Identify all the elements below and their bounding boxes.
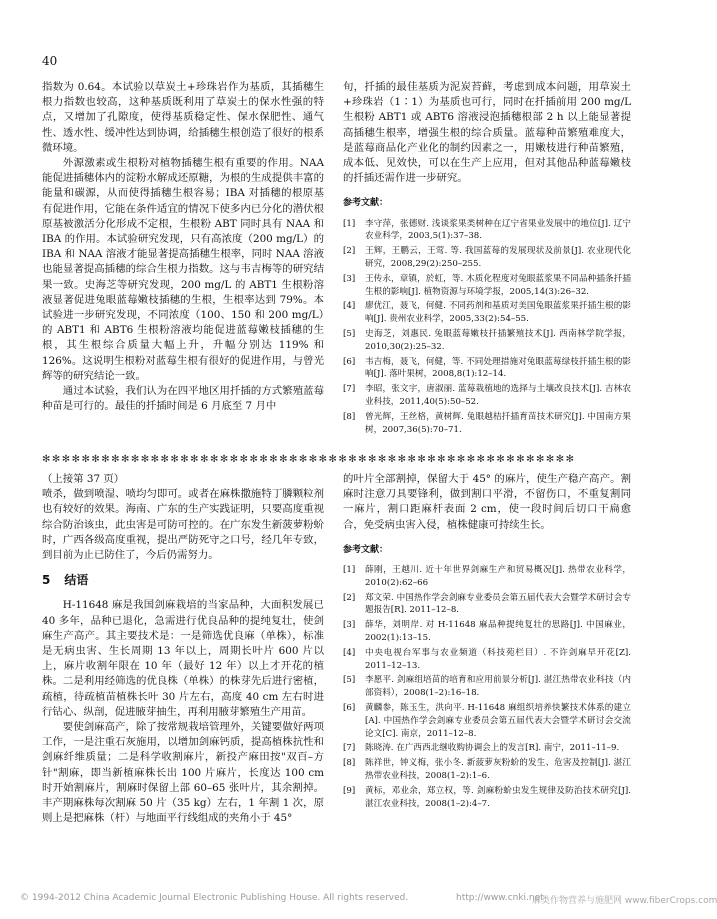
reference-text: 陈祥世，钟义梅，张小冬. 新菠萝灰粉蚧的发生、危害及控制[J]. 湛江热带农业科技，2008(1–2):1–6.: [365, 758, 631, 781]
reference-list: [343, 564, 631, 810]
reference-item: [343, 383, 631, 409]
paragraph: 喷杀，做到喷湿、喷均匀即可。或者在麻株撒施特丁膦颗粒剂也有较好的效果。海南、广东的生产实践证明，只要高度重视综合防治该虫，此虫害是可防可控的。在广东发生新菠萝粉蚧时，广西各级高度重视，提出严防死守之口号，经几年专致，到目前为止已防住了，今后仍需努力。: [42, 488, 324, 562]
reference-item: [343, 702, 631, 740]
reference-item: [343, 592, 631, 618]
continuation-note: （上接第 37 页）: [42, 473, 125, 485]
top-right-column: [343, 80, 631, 438]
section-number: 5: [42, 573, 51, 588]
reference-text: 陈晓涛. 在广西西北继收购协调会上的发言[R]. 南宁，2011–11–9.: [365, 743, 620, 754]
reference-list: [343, 218, 631, 437]
reference-item: [343, 411, 631, 437]
reference-item: [343, 300, 631, 326]
reference-item: [343, 273, 631, 299]
reference-number: [6]: [343, 356, 356, 367]
reference-number: [5]: [343, 675, 356, 686]
reference-number: [1]: [343, 218, 356, 229]
copyright-notice: © 1994-2012 China Academic Journal Electronic Publishing House. All rights reserved.: [20, 893, 409, 903]
section-heading: [42, 573, 324, 588]
references-heading: 参考文献：: [343, 544, 389, 555]
watermark: 麻类作物营养与施肥网 www.fiberCrops.com: [532, 896, 717, 906]
reference-text: 薛华，刘明岸. 对 H-11648 麻品种提纯复壮的思路[J]. 中国麻业，2002(1):13–15.: [365, 620, 631, 643]
reference-text: 郑文荣. 中国热作学会剑麻专业委员会第五届代表大会暨学术研讨会专题报告[R]. 2011–12–8.: [365, 592, 631, 616]
reference-item: [343, 757, 631, 783]
reference-item: [343, 785, 631, 811]
reference-text: 史海芝，刘惠民. 兔眼蓝莓嫩枝扦插繁殖技术[J]. 西南林学院学报，2010,30(2):25–32.: [365, 329, 631, 352]
reference-item: [343, 647, 631, 673]
reference-number: [6]: [343, 702, 356, 713]
reference-item: [343, 742, 631, 755]
reference-number: [7]: [343, 743, 356, 754]
reference-text: 李愿平. 剑麻组培苗的培育和应用前景分析[J]. 湛江热带农业科技（内部资料），2008(1–2):16–18.: [365, 675, 631, 699]
reference-item: [343, 245, 631, 271]
reference-text: 中央电视台军事与农业频道（科技苑栏目）. 不许剑麻早开花[Z]. 2011–12–13.: [365, 647, 631, 671]
reference-number: [3]: [343, 273, 356, 284]
reference-item: [343, 674, 631, 700]
paragraph: 的叶片全部割掉，保留大于 45° 的麻片，使生产稳产高产。割麻时注意刀具要锋利，做到割口平滑，不留伤口，不重复割同一麻片，割口距麻杆表面 2 cm，使一段时间后切口干扁愈合，免受病虫害入侵，植株健康可持续生长。: [343, 473, 631, 531]
reference-text: 薛刚，王越川. 近十年世界剑麻生产和贸易概况[J]. 热带农业科学，2010(2):62–66: [365, 565, 631, 588]
bottom-left-column: [42, 472, 324, 826]
reference-number: [5]: [343, 329, 356, 339]
reference-number: [1]: [343, 565, 356, 576]
reference-number: [4]: [343, 647, 356, 658]
reference-text: 王传永，章镇，於虹，等. 木质化程度对兔眼蓝浆果不同品种插条扦插生根的影响[J]. 植物资源与环境学报，2005,14(3):26–32.: [365, 273, 631, 297]
reference-number: [2]: [343, 246, 356, 257]
references-heading: 参考文献：: [343, 198, 389, 209]
page-number: 40: [42, 54, 58, 68]
paragraph: 旬，扦插的最佳基质为泥炭苔藓，考虑到成本问题，用草炭土+珍珠岩（1∶1）为基质也可行，同时在扦插前用 200 mg/L 生根粉 ABT1 或 ABT6 溶液浸泡插穗根部 2 h 以上能显著提高插穗生根率，增强生根的综合质量。蓝莓种苗繁殖难度大，是蓝莓商品化产业化的制约因素之一，用嫩枝进行种苗繁殖，成本低、见效快，可以在生产上应用，但对其他品种蓝莓嫩枝的扦插还需作进一步研究。: [343, 81, 631, 185]
reference-number: [8]: [343, 758, 356, 769]
publisher-url[interactable]: http://www.cnki.net: [456, 893, 544, 903]
bottom-right-column: [343, 472, 631, 812]
paragraph: 指数为 0.64。本试验以草炭土+珍珠岩作为基质，其插穗生根力指数也较高，这种基质既利用了草炭土的保水性强的特点，又增加了孔隙度，使得基质稳定性、保水保肥性、通气性、透水性、缓冲性达到协调，给插穗生根创造了很好的根系微环境。: [42, 81, 324, 154]
reference-number: [8]: [343, 411, 356, 422]
reference-text: 韦吉梅，聂飞，何健，等. 不同处理措施对兔眼蓝莓绿枝扦插生根的影响[J]. 落叶果树，2008,8(1):12–14.: [365, 356, 631, 380]
reference-text: 黄麟参，陈玉生，洪向平. H-11648 麻组织培养快繁技术体系的建立[A]. 中国热作学会剑麻专业委员会第五届代表大会暨学术研讨会交流论文[C]. 南京，2011–12–8.: [365, 702, 631, 739]
top-left-column: [42, 80, 324, 414]
reference-number: [2]: [343, 592, 356, 603]
section-title: 结语: [64, 573, 89, 588]
reference-text: 王辉，王鹏云，王莺. 等. 我国蓝莓的发展现状及前景[J]. 农业现代化研究，2008,29(2):250–255.: [365, 246, 631, 270]
reference-text: 曾光辉，王丝格，黄树辉. 兔眼越桔扦插育苗技术研究[J]. 中国南方果树，2007,36(5):70–71.: [365, 411, 631, 435]
reference-item: [343, 619, 631, 645]
reference-number: [9]: [343, 785, 356, 796]
reference-item: [343, 564, 631, 590]
reference-number: [7]: [343, 384, 356, 395]
article-separator: ✻✻✻✻✻✻✻✻✻✻✻✻✻✻✻✻✻✻✻✻✻✻✻✻✻✻✻✻✻✻✻✻✻✻✻✻✻✻✻✻✻✻✻✻✻✻✻✻✻✻✻✻✻✻: [42, 454, 576, 465]
reference-text: 黄标，邓业余，郑立权，等. 剑麻粉蚧虫发生规律及防治技术研究[J]. 湛江农业科技，2008(1–2):4–7.: [365, 785, 631, 809]
reference-item: [343, 356, 631, 382]
paragraph: 外源激素或生根粉对植物插穗生根有重要的作用。NAA 能促进插穗体内的淀粉水解成还原糖，为根的生成提供丰富的能量和碳源，从而使得插穗生根容易；IBA 对插穗的根原基有促进作用，它能在条件适宜的情况下使多内已分化的潜伏根原基被激活分化形成不定根，生根粉 ABT 同时具有 NAA 和 IBA 的作用。本试验研究发现，只有高浓度（200 mg/L）的 IBA 和 NAA 溶液才能显著提高插穗生根率，同时 NAA 溶液也能显著提高插穗的综合生根力指数。这与韦吉梅等的研究结果一致。史海芝等研究发现，200 mg/L 的 ABT1 生根粉溶液显著促进兔眼蓝莓嫩枝插穗的生根，生根率达到 79%。本试验进一步研究发现，不同浓度（100、150 和 200 mg/L）的 ABT1 和 ABT6 生根粉溶液均能促进蓝莓嫩枝插穗的生根，其生根综合质量大幅上升，升幅分别达 119% 和 126%。这说明生根粉对蓝莓生根有很好的促进作用，与曾光辉等的研究结论一致。: [42, 157, 324, 382]
reference-number: [3]: [343, 620, 356, 631]
reference-item: [343, 328, 631, 354]
paragraph: 要使剑麻高产，除了按常规栽培管理外，关键要做好两项工作，一是注重石灰施用，以增加剑麻钙质，提高植株抗性和剑麻纤维质量；二是科学收割麻片，新投产麻田按"双百–方针"割麻，即当新植麻株长出 100 片麻片，长度达 100 cm 时开始割麻片，割麻时保留上部 60–65 张叶片，其余割掉。丰产期麻株每次割麻 50 片（35 kg）左右，1 年割 1 次，原则上是把麻株（杆）与地面平行线组成的夹角小于 45°: [42, 721, 324, 825]
reference-text: 李守萍，张德财. 浅谈浆果类树种在辽宁省果业发展中的地位[J]. 辽宁农业科学，2003,5(1):37–38.: [365, 218, 631, 242]
reference-item: [343, 218, 631, 244]
paragraph: H-11648 麻是我国剑麻栽培的当家品种，大面积发展已 40 多年，品种已退化，急需进行优良品种的提纯复壮，使剑麻生产高产。其主要技术是：一是筛选优良麻（单株），标准是无病虫害、生长周期 13 年以上，周期长叶片 600 片以上，麻片收割年限在 10 年（最好 12 年）以上才开花的植株。二是利用经筛选的优良株（单株）的株芽先后进行密植，疏植，待疏植苗植株长叶 30 片左右，高度 40 cm 左右时进行钻心、纵剖，促进腋芽抽生，再利用腋芽繁殖生产用苗。: [42, 599, 324, 718]
paragraph: 通过本试验，我们认为在四平地区用扦插的方式繁殖蓝莓种苗是可行的。最佳的扦插时间是 6 月底至 7 月中: [42, 385, 324, 413]
reference-text: 廖优江，聂飞，何健. 不同药剂和基质对美国兔眼蓝浆果扦插生根的影响[J]. 贵州农业科学，2005,33(2):54–55.: [365, 301, 631, 325]
reference-text: 李昭，张文宇，唐淑丽. 蓝莓栽植地的选择与土壤改良技术[J]. 吉林农业科技，2011,40(5):50–52.: [365, 384, 631, 407]
reference-number: [4]: [343, 301, 356, 312]
